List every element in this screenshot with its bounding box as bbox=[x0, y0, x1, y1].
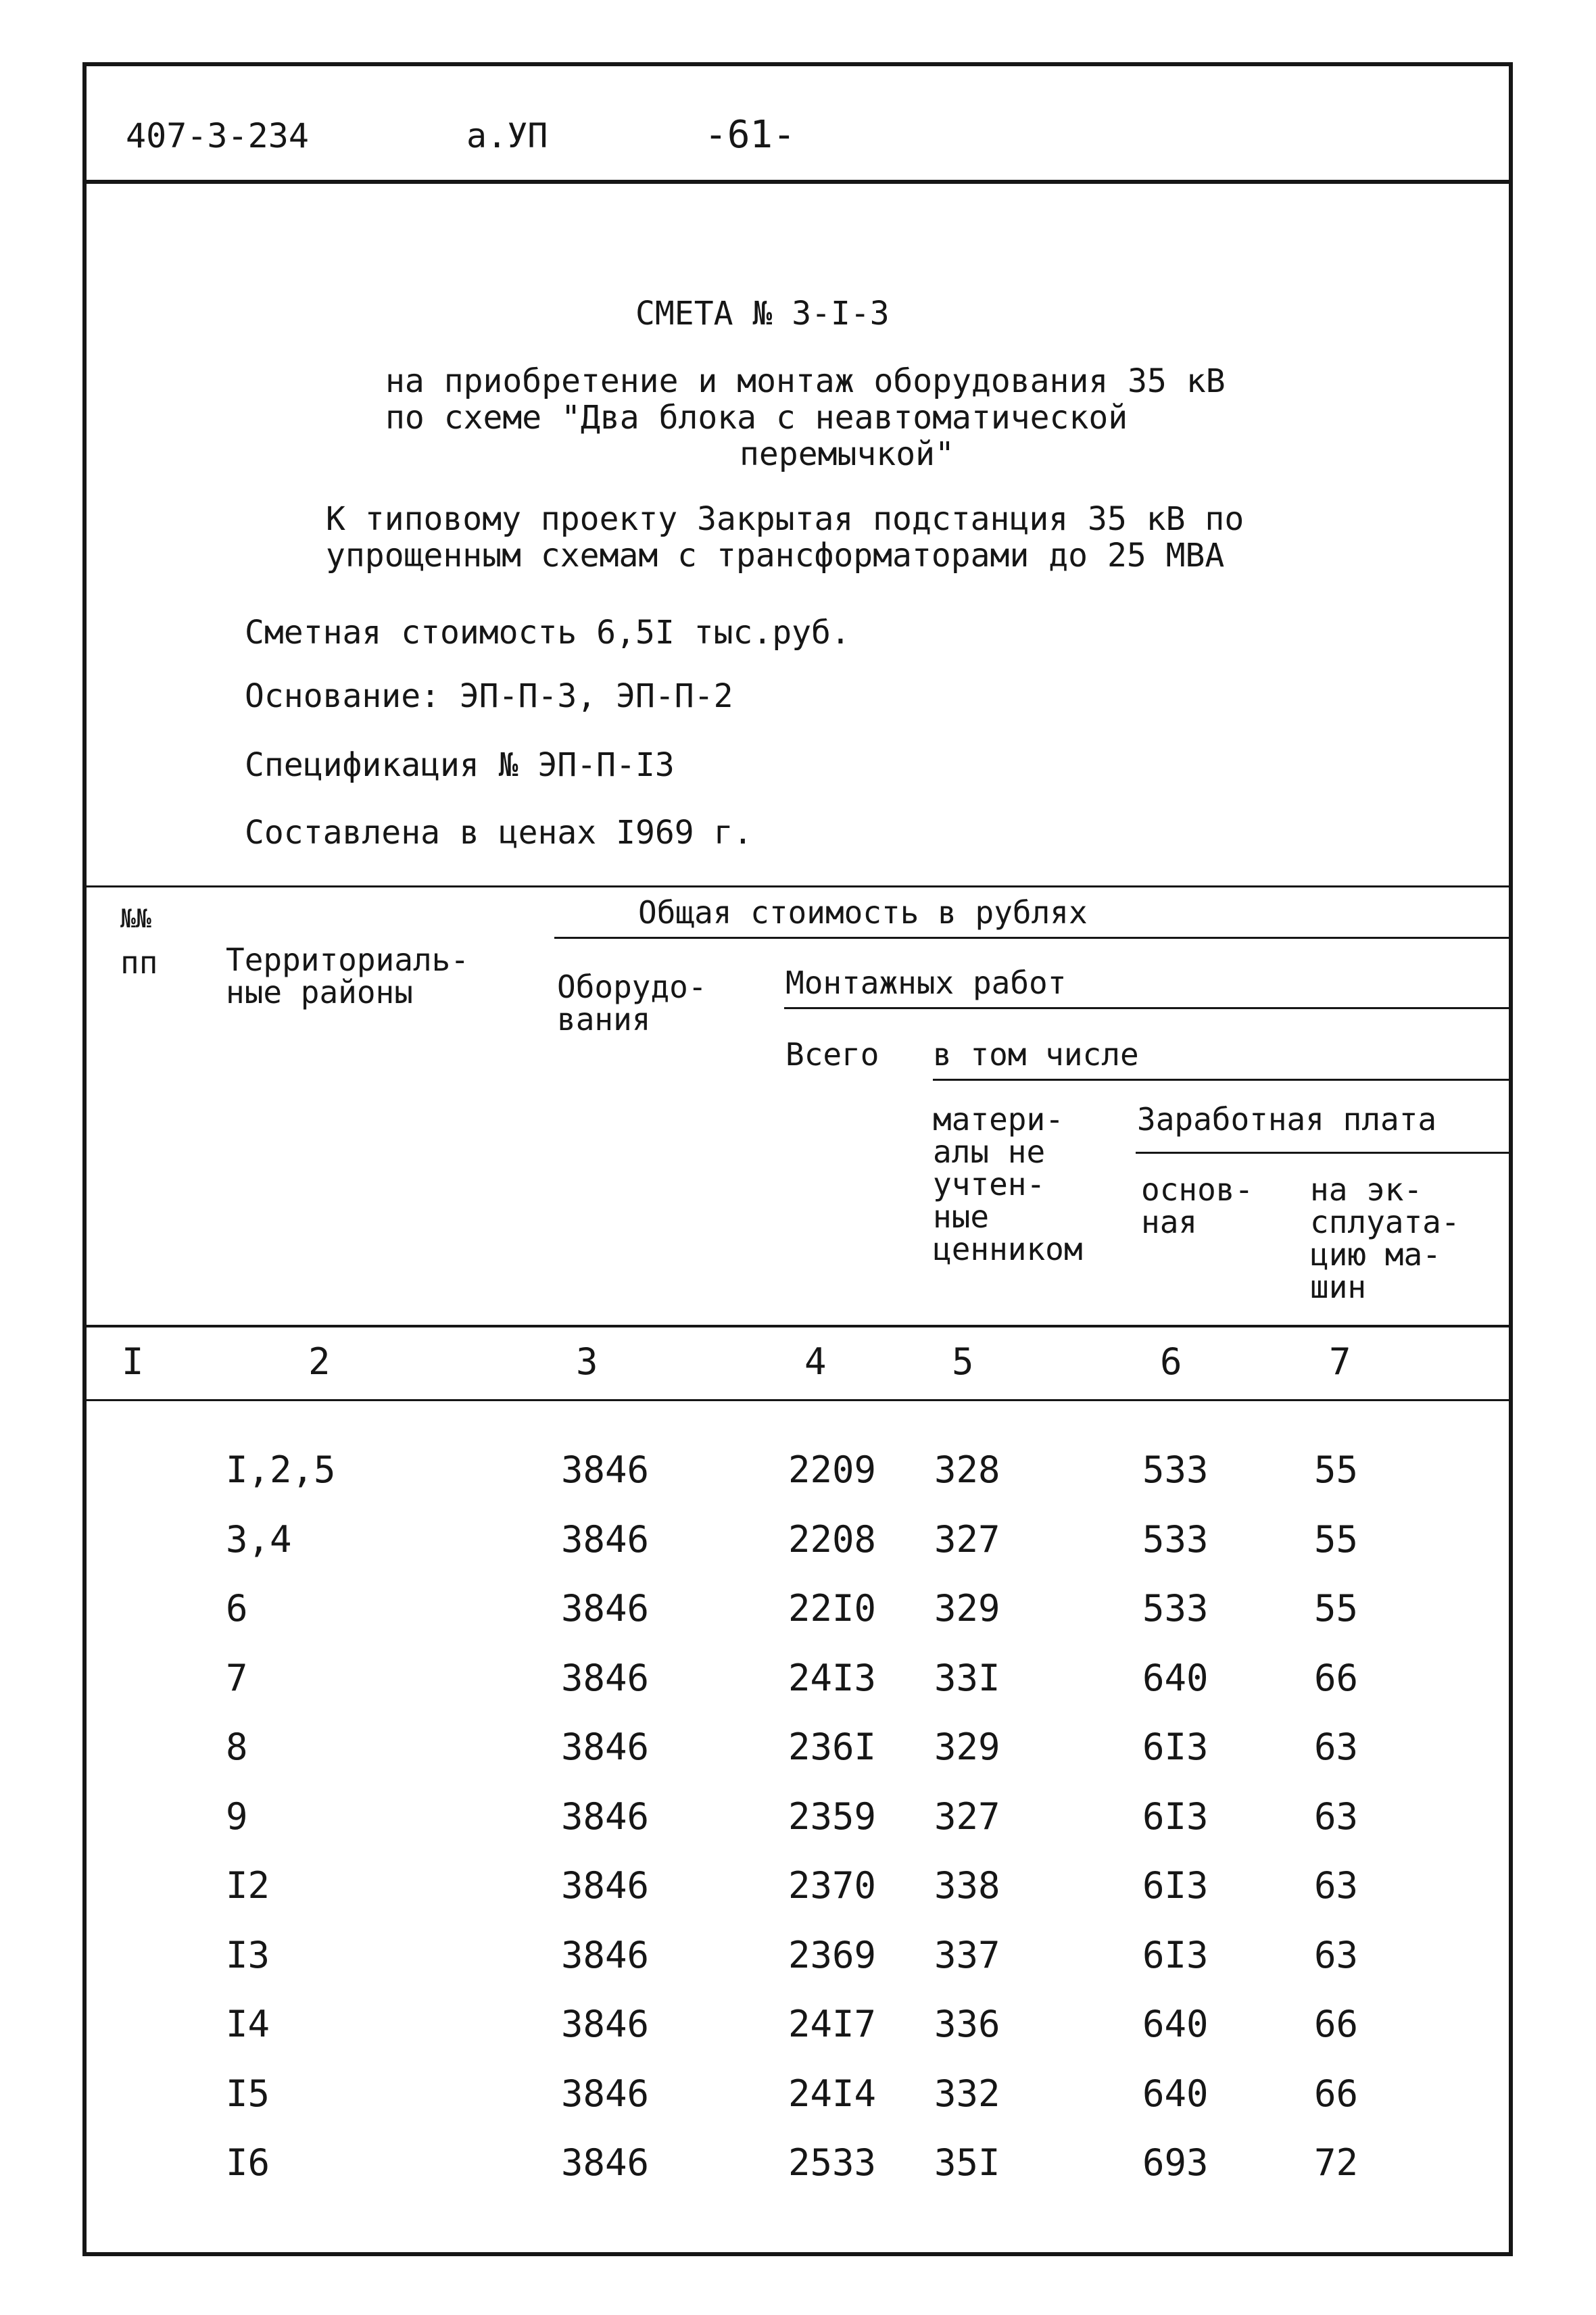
col-number-6: 6 bbox=[1160, 1340, 1182, 1383]
col-number-4: 4 bbox=[804, 1340, 827, 1383]
cell-equipment: 3846 bbox=[561, 1657, 650, 1699]
cell-basic: 640 bbox=[1142, 2072, 1209, 2115]
basis: Основание: ЭП-П-3, ЭП-П-2 bbox=[245, 677, 733, 715]
header-materials-5: ценником bbox=[933, 1231, 1083, 1267]
cell-materials: 337 bbox=[934, 1934, 1000, 1976]
title-line-4: К типовому проекту Закрытая подстанция 35 кВ по bbox=[326, 500, 1244, 538]
cell-equipment: 3846 bbox=[561, 2141, 650, 2184]
cell-region: 8 bbox=[226, 1726, 248, 1768]
cell-region: I5 bbox=[226, 2072, 270, 2115]
cell-basic: 640 bbox=[1142, 1657, 1209, 1699]
cell-region: I4 bbox=[226, 2003, 270, 2045]
header-mounting: Монтажных работ bbox=[785, 965, 1067, 1001]
header-including: в том числе bbox=[933, 1036, 1139, 1073]
cell-materials: 327 bbox=[934, 1795, 1000, 1838]
cell-equipment: 3846 bbox=[561, 1518, 650, 1561]
cell-basic: 640 bbox=[1142, 2003, 1209, 2045]
cell-region: 7 bbox=[226, 1657, 248, 1699]
cell-materials: 338 bbox=[934, 1864, 1000, 1907]
cell-basic: 6I3 bbox=[1142, 1795, 1209, 1838]
col-number-3: 3 bbox=[576, 1340, 598, 1383]
cell-total: 24I3 bbox=[788, 1657, 877, 1699]
title-line-1: на приобретение и монтаж оборудования 35 кВ bbox=[385, 362, 1226, 400]
header-region-1: Территориаль- bbox=[226, 942, 470, 978]
cell-region: I,2,5 bbox=[226, 1448, 336, 1491]
cell-equipment: 3846 bbox=[561, 1726, 650, 1768]
cell-materials: 332 bbox=[934, 2072, 1000, 2115]
header-all: Всего bbox=[785, 1036, 879, 1073]
header-machines-3: цию ма- bbox=[1310, 1236, 1441, 1273]
cell-materials: 33I bbox=[934, 1657, 1000, 1699]
cell-machines: 63 bbox=[1314, 1864, 1359, 1907]
header-bottom-rule bbox=[82, 1325, 1513, 1327]
header-machines-1: на эк- bbox=[1310, 1171, 1423, 1208]
cell-equipment: 3846 bbox=[561, 1795, 650, 1838]
cell-basic: 533 bbox=[1142, 1518, 1209, 1561]
cell-region: I3 bbox=[226, 1934, 270, 1976]
cell-total: 2533 bbox=[788, 2141, 877, 2184]
header-total-cost: Общая стоимость в рублях bbox=[638, 894, 1088, 931]
header-basic-2: ная bbox=[1141, 1204, 1198, 1240]
header-no-2: пп bbox=[120, 944, 158, 981]
stamp-code: 407-3-234 bbox=[126, 116, 309, 155]
cell-basic: 6I3 bbox=[1142, 1864, 1209, 1907]
col-number-1: I bbox=[122, 1340, 144, 1383]
cell-equipment: 3846 bbox=[561, 1448, 650, 1491]
cell-region: 3,4 bbox=[226, 1518, 292, 1561]
cell-materials: 328 bbox=[934, 1448, 1000, 1491]
cell-machines: 66 bbox=[1314, 1657, 1359, 1699]
header-basic-1: основ- bbox=[1141, 1171, 1254, 1208]
cell-machines: 72 bbox=[1314, 2141, 1359, 2184]
estimated-cost: Сметная стоимость 6,5I тыс.руб. bbox=[245, 614, 850, 652]
cell-total: 2370 bbox=[788, 1864, 877, 1907]
cell-region: I6 bbox=[226, 2141, 270, 2184]
col-number-2: 2 bbox=[308, 1340, 331, 1383]
header-no-1: №№ bbox=[120, 904, 151, 933]
cell-total: 2209 bbox=[788, 1448, 877, 1491]
cell-basic: 693 bbox=[1142, 2141, 1209, 2184]
title-line-2: по схеме "Два блока с неавтоматической bbox=[385, 399, 1128, 437]
header-materials-3: учтен- bbox=[933, 1166, 1046, 1202]
header-salary: Заработная плата bbox=[1137, 1101, 1437, 1138]
cell-total: 2359 bbox=[788, 1795, 877, 1838]
cell-machines: 63 bbox=[1314, 1726, 1359, 1768]
header-machines-4: шин bbox=[1310, 1269, 1367, 1305]
cell-machines: 55 bbox=[1314, 1587, 1359, 1630]
cell-machines: 55 bbox=[1314, 1448, 1359, 1491]
cell-total: 2369 bbox=[788, 1934, 877, 1976]
cell-equipment: 3846 bbox=[561, 2072, 650, 2115]
cell-basic: 6I3 bbox=[1142, 1726, 1209, 1768]
cell-equipment: 3846 bbox=[561, 2003, 650, 2045]
cell-basic: 533 bbox=[1142, 1448, 1209, 1491]
cell-materials: 329 bbox=[934, 1726, 1000, 1768]
page-number: -61- bbox=[704, 113, 796, 157]
col-number-7: 7 bbox=[1329, 1340, 1351, 1383]
cell-region: I2 bbox=[226, 1864, 270, 1907]
header-materials-4: ные bbox=[933, 1198, 990, 1235]
table-top-rule bbox=[82, 885, 1513, 887]
cell-machines: 63 bbox=[1314, 1934, 1359, 1976]
cell-equipment: 3846 bbox=[561, 1934, 650, 1976]
cell-total: 24I7 bbox=[788, 2003, 877, 2045]
specification: Спецификация № ЭП-П-I3 bbox=[245, 746, 675, 784]
title-line-3: перемычкой" bbox=[740, 435, 954, 473]
price-level: Составлена в ценах I969 г. bbox=[245, 814, 753, 852]
rule-under-including bbox=[933, 1079, 1513, 1081]
cell-machines: 66 bbox=[1314, 2003, 1359, 2045]
estimate-heading: СМЕТА № 3-I-3 bbox=[635, 295, 890, 333]
rule-under-salary bbox=[1136, 1152, 1513, 1154]
header-equipment-1: Оборудо- bbox=[557, 969, 707, 1005]
cell-machines: 63 bbox=[1314, 1795, 1359, 1838]
stamp-album: а.УП bbox=[466, 116, 548, 155]
cell-region: 9 bbox=[226, 1795, 248, 1838]
header-materials-2: алы не bbox=[933, 1134, 1046, 1170]
cell-materials: 336 bbox=[934, 2003, 1000, 2045]
col-numbers-rule bbox=[82, 1399, 1513, 1401]
cell-total: 22I0 bbox=[788, 1587, 877, 1630]
cell-machines: 66 bbox=[1314, 2072, 1359, 2115]
cell-total: 24I4 bbox=[788, 2072, 877, 2115]
cell-materials: 329 bbox=[934, 1587, 1000, 1630]
header-equipment-2: вания bbox=[557, 1001, 651, 1038]
header-materials-1: матери- bbox=[933, 1101, 1064, 1138]
cell-materials: 327 bbox=[934, 1518, 1000, 1561]
cell-region: 6 bbox=[226, 1587, 248, 1630]
title-line-5: упрощенным схемам с трансформаторами до 25 МВА bbox=[326, 537, 1225, 575]
stamp-divider bbox=[82, 180, 1513, 184]
cell-basic: 533 bbox=[1142, 1587, 1209, 1630]
col-number-5: 5 bbox=[952, 1340, 974, 1383]
cell-total: 2208 bbox=[788, 1518, 877, 1561]
cell-total: 236I bbox=[788, 1726, 877, 1768]
cell-machines: 55 bbox=[1314, 1518, 1359, 1561]
cell-equipment: 3846 bbox=[561, 1864, 650, 1907]
cell-basic: 6I3 bbox=[1142, 1934, 1209, 1976]
cell-materials: 35I bbox=[934, 2141, 1000, 2184]
header-machines-2: сплуата- bbox=[1310, 1204, 1460, 1240]
rule-under-total bbox=[554, 937, 1513, 939]
cell-equipment: 3846 bbox=[561, 1587, 650, 1630]
rule-under-mounting bbox=[784, 1007, 1513, 1009]
header-region-2: ные районы bbox=[226, 974, 413, 1010]
